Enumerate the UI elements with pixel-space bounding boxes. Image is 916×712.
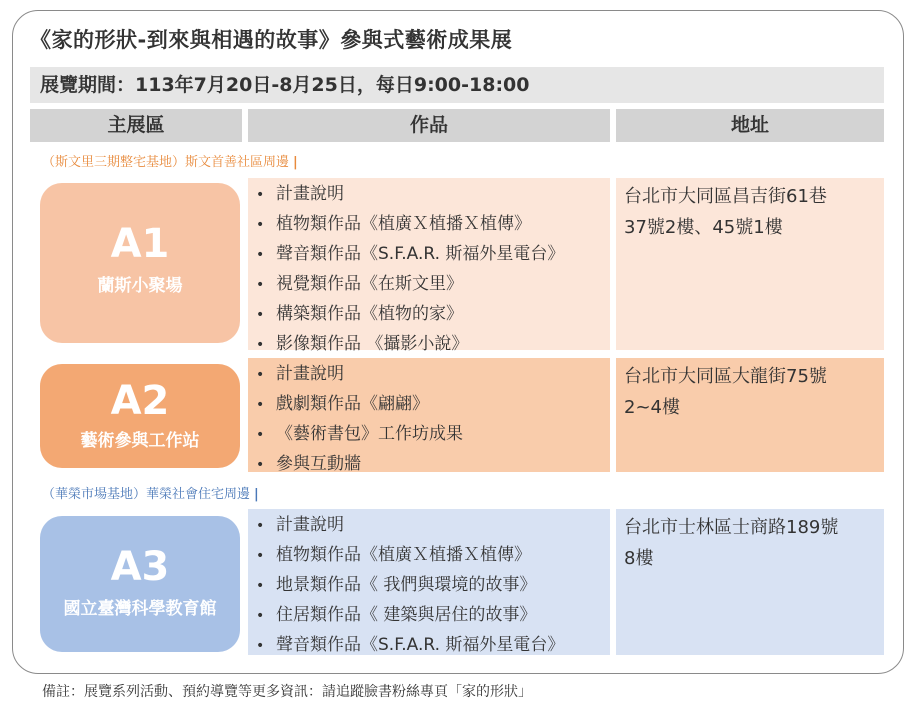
section-label-huarong bbox=[42, 483, 259, 502]
bullet-icon: • bbox=[256, 518, 265, 534]
section-separator: | bbox=[293, 155, 298, 170]
footer-note: 備註：展覽系列活動、預約導覽等更多資訊：請追蹤臉書粉絲專頁「家的形狀」 bbox=[42, 684, 532, 700]
list-item: • 戲劇類作品《翩翩》 bbox=[256, 390, 610, 420]
works-list bbox=[256, 180, 610, 360]
works-list bbox=[256, 360, 610, 480]
section-label-siwen bbox=[42, 151, 298, 170]
site-name: 蘭斯小聚場 bbox=[97, 276, 183, 296]
list-item: • 《藝術書包》工作坊成果 bbox=[256, 420, 610, 450]
works-cell-a1 bbox=[248, 178, 610, 354]
page-title: 《家的形狀-到來與相遇的故事》參與式藝術成果展 bbox=[30, 28, 513, 52]
bullet-icon: • bbox=[256, 217, 265, 233]
list-item: • 植物類作品《植廣Ｘ植播Ｘ植傳》 bbox=[256, 541, 610, 571]
bullet-icon: • bbox=[256, 307, 265, 323]
bullet-icon: • bbox=[256, 247, 265, 263]
list-item: • 聲音類作品《S.F.A.R. 斯福外星電台》 bbox=[256, 631, 610, 661]
site-badge-a2 bbox=[40, 364, 240, 468]
header-address: 地址 bbox=[616, 109, 884, 142]
bullet-icon: • bbox=[256, 277, 265, 293]
works-cell-a3 bbox=[248, 509, 610, 655]
section-separator: | bbox=[254, 487, 259, 502]
bullet-icon: • bbox=[256, 427, 265, 443]
address-line: 台北市大同區大龍街75號 bbox=[624, 366, 827, 387]
address-line: 台北市士林區士商路189號 bbox=[624, 517, 839, 538]
list-item: • 住居類作品《 建築與居住的故事》 bbox=[256, 601, 610, 631]
works-list bbox=[256, 511, 610, 661]
site-badge-a1 bbox=[40, 183, 240, 343]
bullet-icon: • bbox=[256, 337, 265, 353]
bullet-icon: • bbox=[256, 397, 265, 413]
site-code: A3 bbox=[110, 544, 170, 590]
site-code: A2 bbox=[110, 378, 170, 424]
list-item: • 參與互動牆 bbox=[256, 450, 610, 480]
list-item: • 計畫說明 bbox=[256, 511, 610, 541]
header-works: 作品 bbox=[248, 109, 610, 142]
address-cell-a1 bbox=[616, 178, 884, 350]
site-code: A1 bbox=[110, 221, 170, 267]
section-label-text: （斯文里三期整宅基地）斯文首善社區周邊 bbox=[42, 155, 290, 170]
list-item: • 視覺類作品《在斯文里》 bbox=[256, 270, 610, 300]
bullet-icon: • bbox=[256, 367, 265, 383]
list-item: • 植物類作品《植廣Ｘ植播Ｘ植傳》 bbox=[256, 210, 610, 240]
list-item: • 影像類作品 《攝影小說》 bbox=[256, 330, 610, 360]
address-line: 8樓 bbox=[624, 548, 654, 569]
site-badge-a3 bbox=[40, 516, 240, 652]
bullet-icon: • bbox=[256, 548, 265, 564]
address-cell-a3 bbox=[616, 509, 884, 655]
bullet-icon: • bbox=[256, 608, 265, 624]
list-item: • 聲音類作品《S.F.A.R. 斯福外星電台》 bbox=[256, 240, 610, 270]
bullet-icon: • bbox=[256, 638, 265, 654]
exhibition-period: 展覽期間：113年7月20日-8月25日，每日9:00-18:00 bbox=[30, 67, 884, 103]
site-name: 國立臺灣科學教育館 bbox=[63, 599, 217, 619]
works-cell-a2 bbox=[248, 358, 610, 472]
address-cell-a2 bbox=[616, 358, 884, 472]
bullet-icon: • bbox=[256, 457, 265, 473]
list-item: • 地景類作品《 我們與環境的故事》 bbox=[256, 571, 610, 601]
list-item: • 計畫說明 bbox=[256, 360, 610, 390]
bullet-icon: • bbox=[256, 187, 265, 203]
address-line: 台北市大同區昌吉街61巷 bbox=[624, 186, 827, 207]
list-item: • 計畫說明 bbox=[256, 180, 610, 210]
address-line: 37號2樓、45號1樓 bbox=[624, 217, 783, 238]
list-item: • 構築類作品《植物的家》 bbox=[256, 300, 610, 330]
site-name: 藝術參與工作站 bbox=[80, 431, 200, 451]
section-label-text: （華榮市場基地）華榮社會住宅周邊 bbox=[42, 487, 251, 502]
address-line: 2~4樓 bbox=[624, 397, 680, 418]
bullet-icon: • bbox=[256, 578, 265, 594]
header-main-area: 主展區 bbox=[30, 109, 242, 142]
